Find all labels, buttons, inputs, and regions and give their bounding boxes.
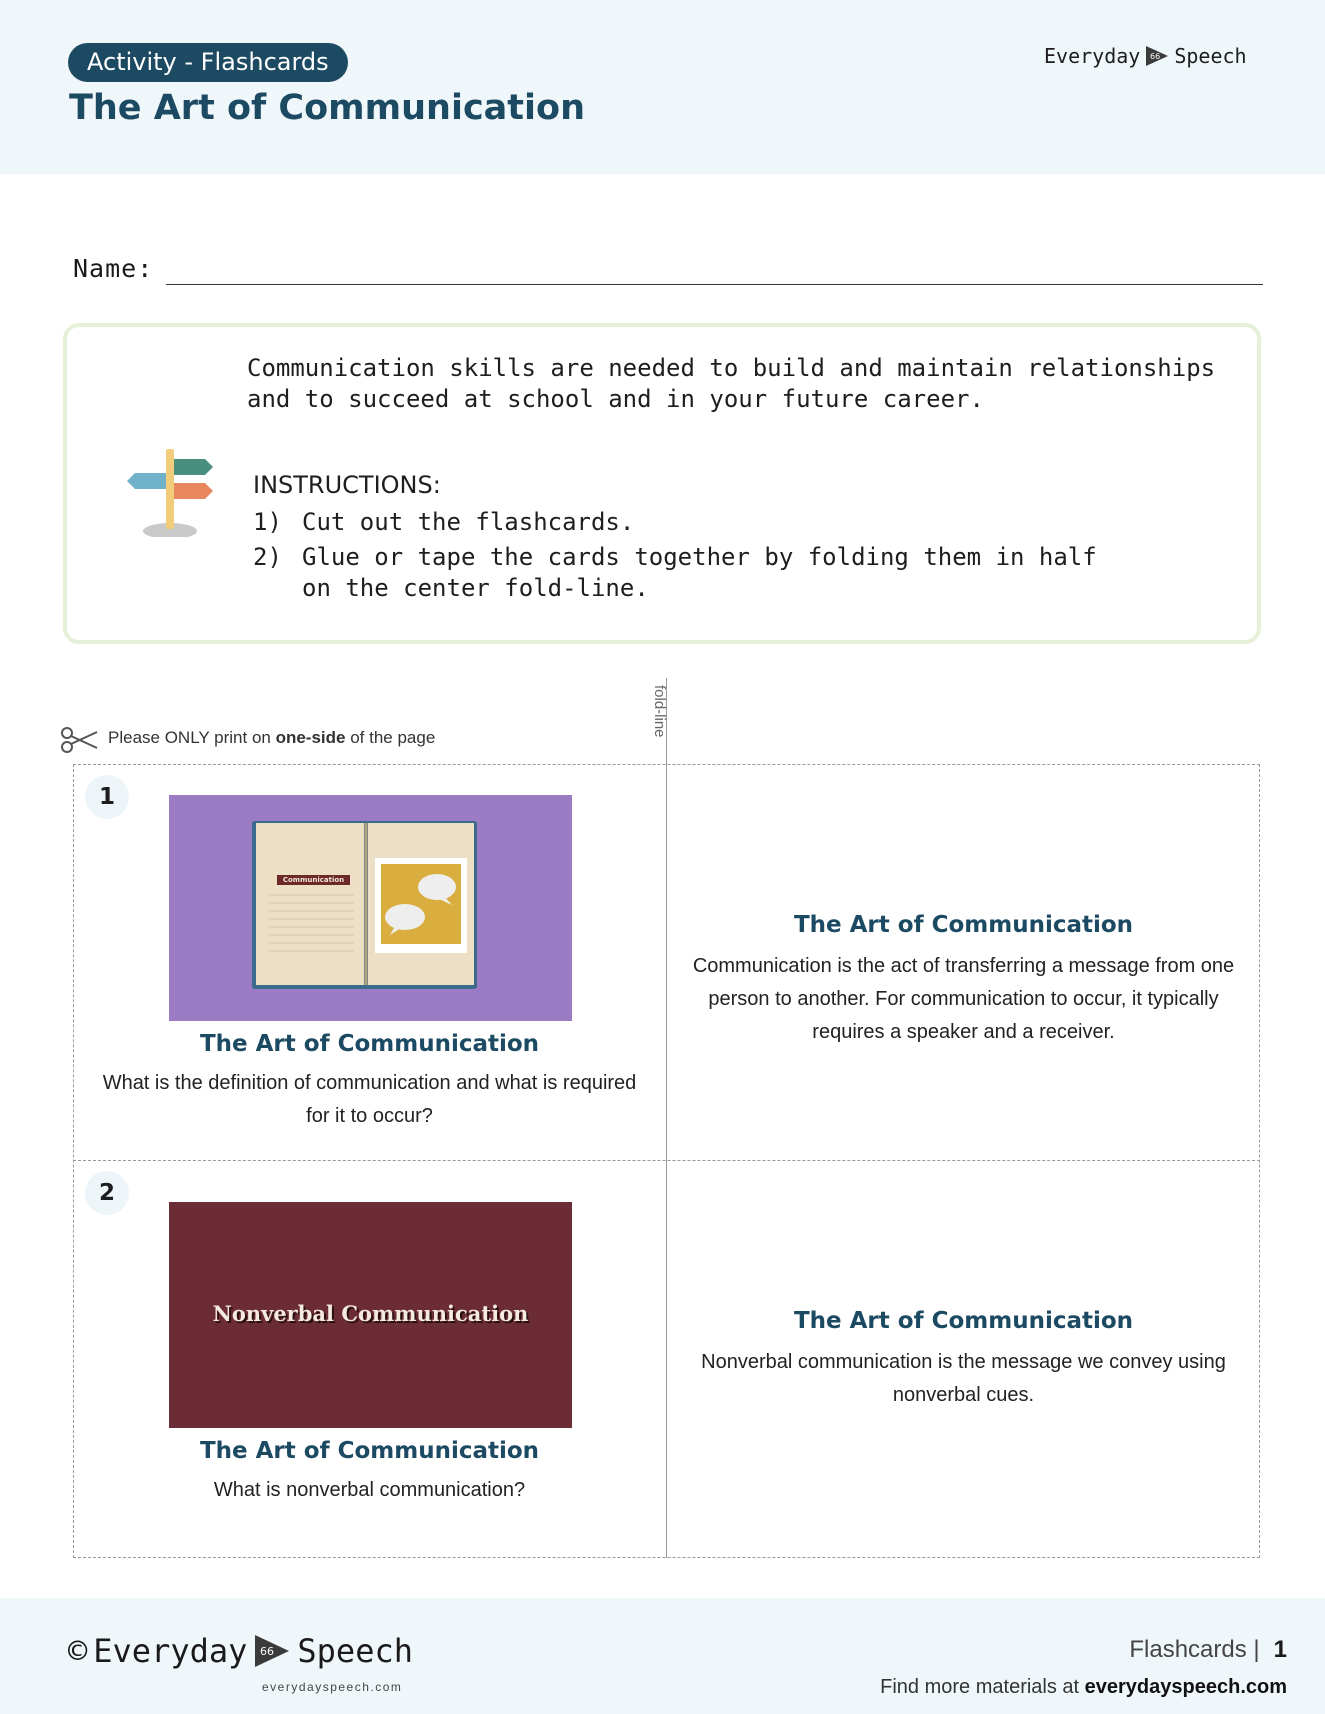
brand-word-left: Everyday — [1044, 44, 1141, 68]
instruction-step — [253, 542, 1122, 604]
find-more-link[interactable] — [880, 1676, 1287, 1699]
find-more-url[interactable]: everydayspeech.com — [1084, 1676, 1287, 1698]
footer-brand-logo — [68, 1632, 413, 1670]
card-front-title: The Art of Communication — [199, 1438, 540, 1464]
fold-line — [666, 678, 667, 1558]
step-number: 2) — [253, 543, 282, 571]
card-front-title: The Art of Communication — [199, 1031, 540, 1057]
print-note-bold: one-side — [275, 728, 346, 747]
step-text: Glue or tape the cards together by folding them in half on the center fold-line. — [302, 543, 1097, 602]
page-footer — [0, 1598, 1325, 1714]
card-back-title: The Art of Communication — [793, 912, 1134, 938]
card-number: 2 — [85, 1171, 129, 1215]
step-number: 1) — [253, 508, 282, 536]
instructions-box — [63, 323, 1261, 644]
page-number: 1 — [1273, 1636, 1287, 1663]
find-more-prefix: Find more materials at — [880, 1676, 1085, 1698]
brand-word-right: Speech — [1174, 44, 1247, 68]
print-note — [108, 728, 435, 748]
scissors-icon — [60, 726, 98, 754]
footer-brand-left: Everyday — [93, 1632, 248, 1670]
step-text: Cut out the flashcards. — [302, 508, 635, 536]
name-field[interactable] — [166, 284, 1263, 285]
page-header — [0, 0, 1325, 174]
card-question: What is the definition of communication and what is required for it to occur? — [102, 1072, 637, 1127]
footer-brand-right: Speech — [297, 1632, 413, 1670]
image-caption: Nonverbal Communication — [212, 1301, 529, 1326]
activity-badge: Activity - Flashcards — [68, 43, 348, 82]
footer-brand-url: everydayspeech.com — [262, 1680, 403, 1694]
book-illustration — [169, 795, 572, 1021]
page-title: The Art of Communication — [69, 88, 585, 128]
page-indicator — [1129, 1636, 1287, 1664]
card-question: What is nonverbal communication? — [213, 1479, 526, 1501]
card-number: 1 — [85, 775, 129, 819]
copyright-symbol: © — [68, 1632, 88, 1670]
intro-text: Communication skills are needed to build and maintain relationships and to succeed at school and in your future career. — [247, 354, 1216, 413]
svg-text:66: 66 — [1150, 52, 1161, 61]
card-image-book — [169, 795, 572, 1021]
print-note-suffix: of the page — [345, 728, 436, 747]
card-answer: Communication is the act of transferring a message from one person to another. For communication to occur, it typically requires a speaker and a receiver. — [692, 955, 1235, 1043]
instruction-step — [253, 507, 1122, 538]
name-label: Name: — [73, 254, 154, 283]
svg-text:66: 66 — [260, 1645, 275, 1658]
speech-bubble-logo-icon — [1144, 44, 1170, 68]
print-note-prefix: Please ONLY print on — [108, 728, 276, 747]
card-back-title: The Art of Communication — [793, 1308, 1134, 1334]
book-label: Communication — [282, 876, 345, 884]
fold-line-label: fold-line — [651, 685, 668, 738]
speech-bubble-logo-icon — [253, 1633, 291, 1669]
page-label: Flashcards | — [1129, 1636, 1260, 1663]
instructions-heading: INSTRUCTIONS: — [253, 471, 441, 499]
card-answer: Nonverbal communication is the message we convey using nonverbal cues. — [701, 1351, 1226, 1406]
brand-logo — [1044, 44, 1247, 68]
card-image-nonverbal — [169, 1202, 572, 1428]
signpost-icon — [127, 445, 213, 537]
